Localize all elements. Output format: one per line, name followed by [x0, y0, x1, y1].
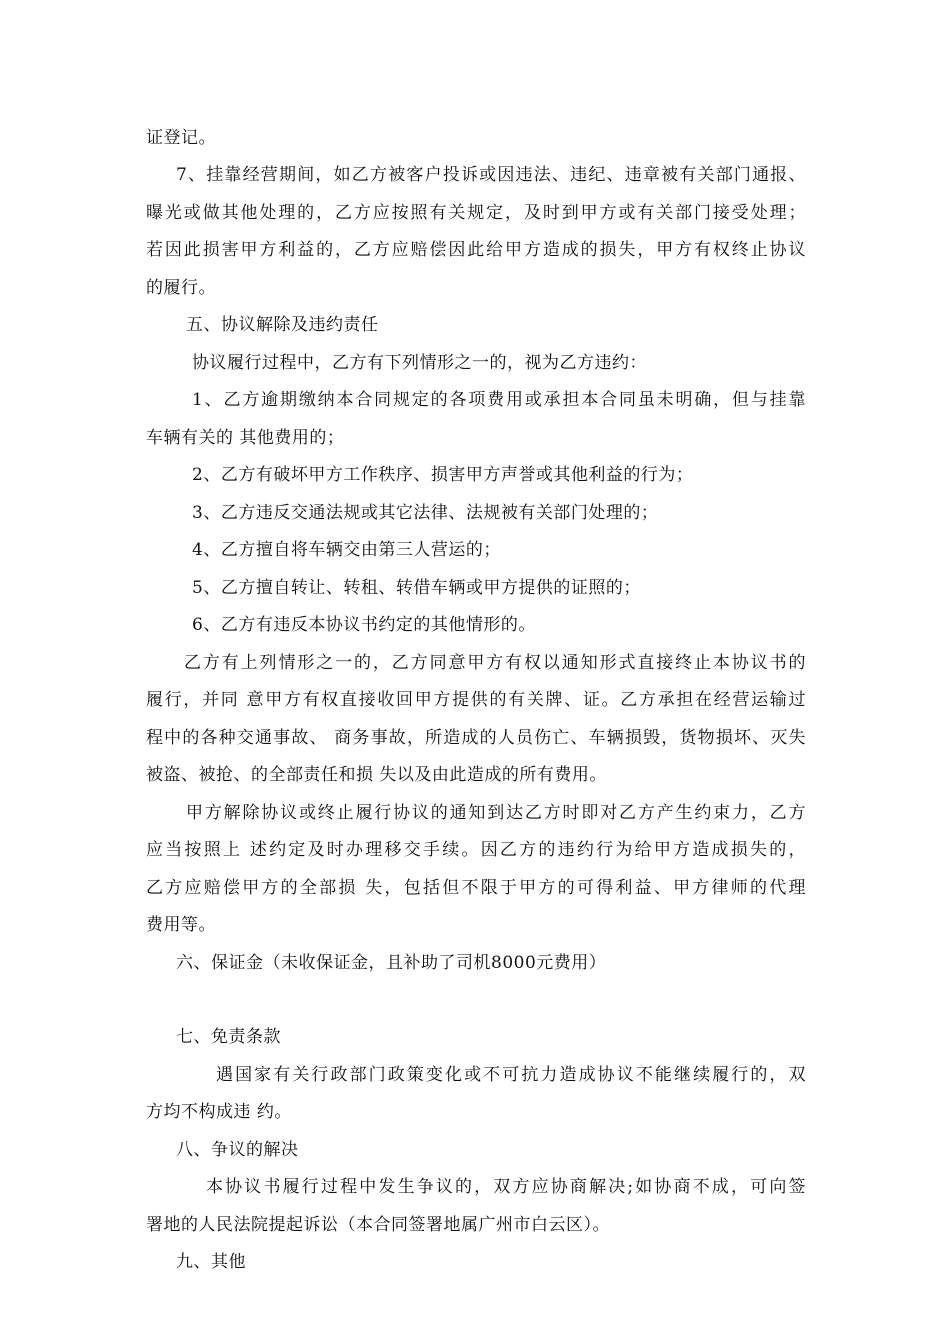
- text-line: 3、乙方违反交通法规或其它法律、法规被有关部门处理的；: [192, 503, 659, 523]
- text-line: 遇国家有关行政部门政策变化或不可抗力造成协议不能继续履行的，双: [216, 1065, 806, 1085]
- text-line: 应当按照上 述约定及时办理移交手续。因乙方的违约行为给甲方造成损失的，: [146, 840, 806, 860]
- text-line: 乙方有上列情形之一的，乙方同意甲方有权以通知形式直接终止本协议书的: [184, 653, 806, 673]
- text-line: 证登记。: [146, 128, 216, 148]
- text-line: 1、乙方逾期缴纳本合同规定的各项费用或承担本合同虽未明确，但与挂靠: [192, 390, 806, 410]
- text-line: 车辆有关的 其他费用的；: [146, 428, 345, 448]
- text-line: 费用等。: [146, 915, 216, 935]
- text-line: 被盗、被抢、的全部责任和损 失以及由此造成的所有费用。: [146, 765, 607, 785]
- text-line: 方均不构成违 约。: [146, 1102, 292, 1122]
- text-line: 4、乙方擅自将车辆交由第三人营运的；: [192, 540, 501, 560]
- text-line: 的履行。: [146, 278, 216, 298]
- text-line: 署地的人民法院提起诉讼（本合同签署地属广州市白云区）。: [146, 1215, 610, 1235]
- section-heading: 八、争议的解决: [176, 1140, 299, 1160]
- text-line: 程中的各种交通事故、 商务事故，所造成的人员伤亡、车辆损毁，货物损坏、灭失: [146, 728, 806, 748]
- text-line: 2、乙方有破坏甲方工作秩序、损害甲方声誉或其他利益的行为；: [192, 465, 694, 485]
- text-line: 若因此损害甲方利益的，乙方应赔偿因此给甲方造成的损失，甲方有权终止协议: [146, 240, 806, 260]
- text-line: 协议履行过程中，乙方有下列情形之一的，视为乙方违约：: [192, 353, 647, 373]
- text-line: 曝光或做其他处理的，乙方应按照有关规定，及时到甲方或有关部门接受处理；: [146, 203, 806, 223]
- text-line: 5、乙方擅自转让、转租、转借车辆或甲方提供的证照的；: [192, 578, 641, 598]
- section-heading: 七、免责条款: [176, 1027, 281, 1047]
- text-line: 7、挂靠经营期间，如乙方被客户投诉或因违法、违纪、违章被有关部门通报、: [176, 165, 806, 185]
- text-line: 6、乙方有违反本协议书约定的其他情形的。: [192, 615, 536, 635]
- text-line: 履行，并同 意甲方有权直接收回甲方提供的有关牌、证。乙方承担在经营运输过: [146, 690, 806, 710]
- section-heading: 六、保证金（未收保证金，且补助了司机8000元费用）: [176, 953, 607, 973]
- text-line: 乙方应赔偿甲方的全部损 失，包括但不限于甲方的可得利益、甲方律师的代理: [146, 878, 806, 898]
- text-line: 甲方解除协议或终止履行协议的通知到达乙方时即对乙方产生约束力，乙方: [186, 803, 806, 823]
- section-heading: 九、其他: [176, 1252, 246, 1272]
- section-heading: 五、协议解除及违约责任: [186, 315, 379, 335]
- text-line: 本协议书履行过程中发生争议的，双方应协商解决;如协商不成，可向签: [206, 1177, 806, 1197]
